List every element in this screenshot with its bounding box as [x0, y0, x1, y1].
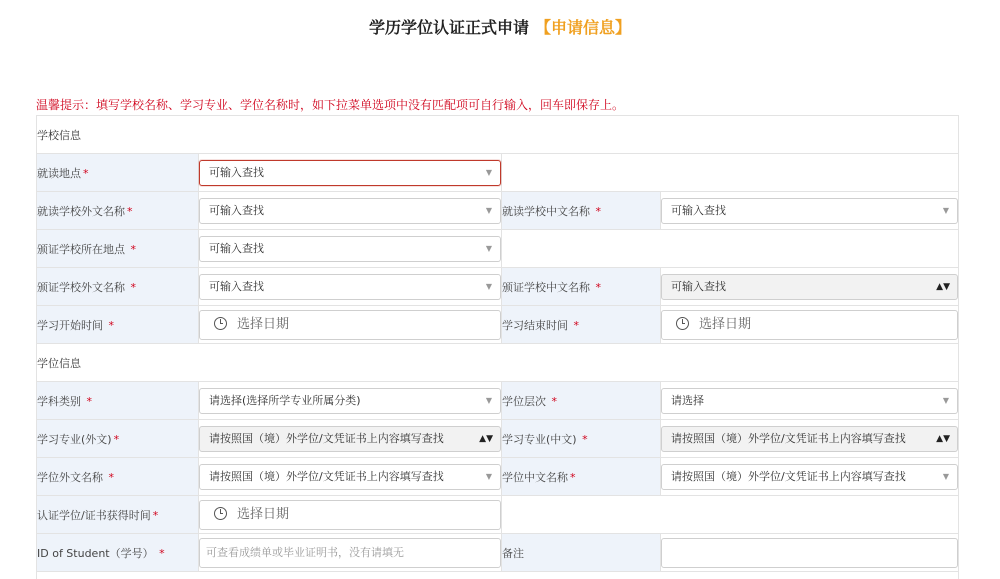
- subject-category-select[interactable]: 请选择(选择所学专业所属分类) ▼: [199, 388, 501, 414]
- row-study-period: [37, 306, 959, 344]
- page-title: [0, 15, 1000, 38]
- chevron-down-icon: ▼: [485, 281, 492, 291]
- row-major: [37, 420, 959, 458]
- section-school-title: 学校信息: [37, 116, 959, 154]
- major-foreign-label: 学习专业(外文) *: [37, 420, 199, 458]
- study-end-date-picker[interactable]: 选择日期: [661, 310, 958, 340]
- chevron-down-icon: ▼: [942, 205, 949, 215]
- school-chinese-name-select[interactable]: 可输入查找 ▼: [661, 198, 958, 224]
- student-id-input[interactable]: 可查看成绩单或毕业证明书，没有请填无: [199, 538, 501, 568]
- degree-foreign-name-label: 学位外文名称 *: [37, 458, 199, 496]
- row-issuing-location: [37, 230, 959, 268]
- updown-arrows-icon: ▲▼: [479, 433, 493, 444]
- chevron-down-icon: ▼: [485, 205, 492, 215]
- chevron-down-icon: ▼: [485, 243, 492, 253]
- issuing-school-location-select[interactable]: 可输入查找 ▼: [199, 236, 501, 262]
- degree-chinese-name-select[interactable]: 请按照国（境）外学位/文凭证书上内容填写查找 ▼: [661, 464, 958, 490]
- degree-level-label: 学位层次 *: [502, 382, 661, 420]
- row-degree-name: [37, 458, 959, 496]
- issuing-school-foreign-name-select[interactable]: 可输入查找 ▼: [199, 274, 501, 300]
- subject-category-label: 学科类别 *: [37, 382, 199, 420]
- school-foreign-name-label: 就读学校外文名称 *: [37, 192, 199, 230]
- cert-obtained-date-picker[interactable]: 选择日期: [199, 500, 501, 530]
- issuing-school-chinese-name-select[interactable]: 可输入查找 ▲▼: [661, 274, 958, 300]
- degree-foreign-name-select[interactable]: 请按照国（境）外学位/文凭证书上内容填写查找 ▼: [199, 464, 501, 490]
- remarks-label: 备注: [502, 534, 661, 572]
- section-row-school: [37, 116, 959, 154]
- cert-obtained-time-label: 认证学位/证书获得时间 *: [37, 496, 199, 534]
- major-foreign-select[interactable]: 请按照国（境）外学位/文凭证书上内容填写查找 ▲▼: [199, 426, 501, 452]
- issuing-school-location-label: 颁证学校所在地点 *: [37, 230, 199, 268]
- student-id-label: ID of Student（学号） *: [37, 534, 199, 572]
- school-foreign-name-select[interactable]: 可输入查找 ▼: [199, 198, 501, 224]
- warm-tip: 温馨提示：填写学校名称、学习专业、学位名称时，如下拉菜单选项中没有匹配项可自行输入，回车即保存上。: [36, 98, 625, 112]
- title-highlight: 【申请信息】: [535, 18, 632, 37]
- major-chinese-select[interactable]: 请按照国（境）外学位/文凭证书上内容填写查找 ▲▼: [661, 426, 958, 452]
- application-form: [36, 115, 959, 579]
- major-chinese-label: 学习专业(中文) *: [502, 420, 661, 458]
- section-row-degree: [37, 344, 959, 382]
- row-student-id: [37, 534, 959, 572]
- study-location-select[interactable]: 可输入查找 ▼: [199, 160, 501, 186]
- issuing-school-foreign-name-label: 颁证学校外文名称 *: [37, 268, 199, 306]
- study-start-label: 学习开始时间 *: [37, 306, 199, 344]
- row-cert-time: [37, 496, 959, 534]
- degree-level-select[interactable]: 请选择 ▼: [661, 388, 958, 414]
- issuing-school-chinese-name-label: 颁证学校中文名称 *: [502, 268, 661, 306]
- school-chinese-name-label: 就读学校中文名称 *: [502, 192, 661, 230]
- chevron-down-icon: ▼: [942, 471, 949, 481]
- chevron-down-icon: ▼: [485, 395, 492, 405]
- chevron-down-icon: ▼: [942, 395, 949, 405]
- row-subject: [37, 382, 959, 420]
- chevron-down-icon: ▼: [485, 167, 492, 177]
- section-degree-title: 学位信息: [37, 344, 959, 382]
- row-issuing-name: [37, 268, 959, 306]
- study-start-date-picker[interactable]: 选择日期: [199, 310, 501, 340]
- clock-icon: [214, 507, 227, 520]
- row-study-location: [37, 154, 959, 192]
- degree-chinese-name-label: 学位中文名称 *: [502, 458, 661, 496]
- row-partial: [37, 572, 959, 579]
- title-text: 学历学位认证正式申请: [368, 18, 529, 37]
- chevron-down-icon: ▼: [485, 471, 492, 481]
- clock-icon: [214, 317, 227, 330]
- study-location-label: 就读地点 *: [37, 154, 199, 192]
- row-school-name: [37, 192, 959, 230]
- updown-arrows-icon: ▲▼: [936, 281, 950, 292]
- clock-icon: [676, 317, 689, 330]
- updown-arrows-icon: ▲▼: [936, 433, 950, 444]
- study-end-label: 学习结束时间 *: [502, 306, 661, 344]
- remarks-input[interactable]: [661, 538, 958, 568]
